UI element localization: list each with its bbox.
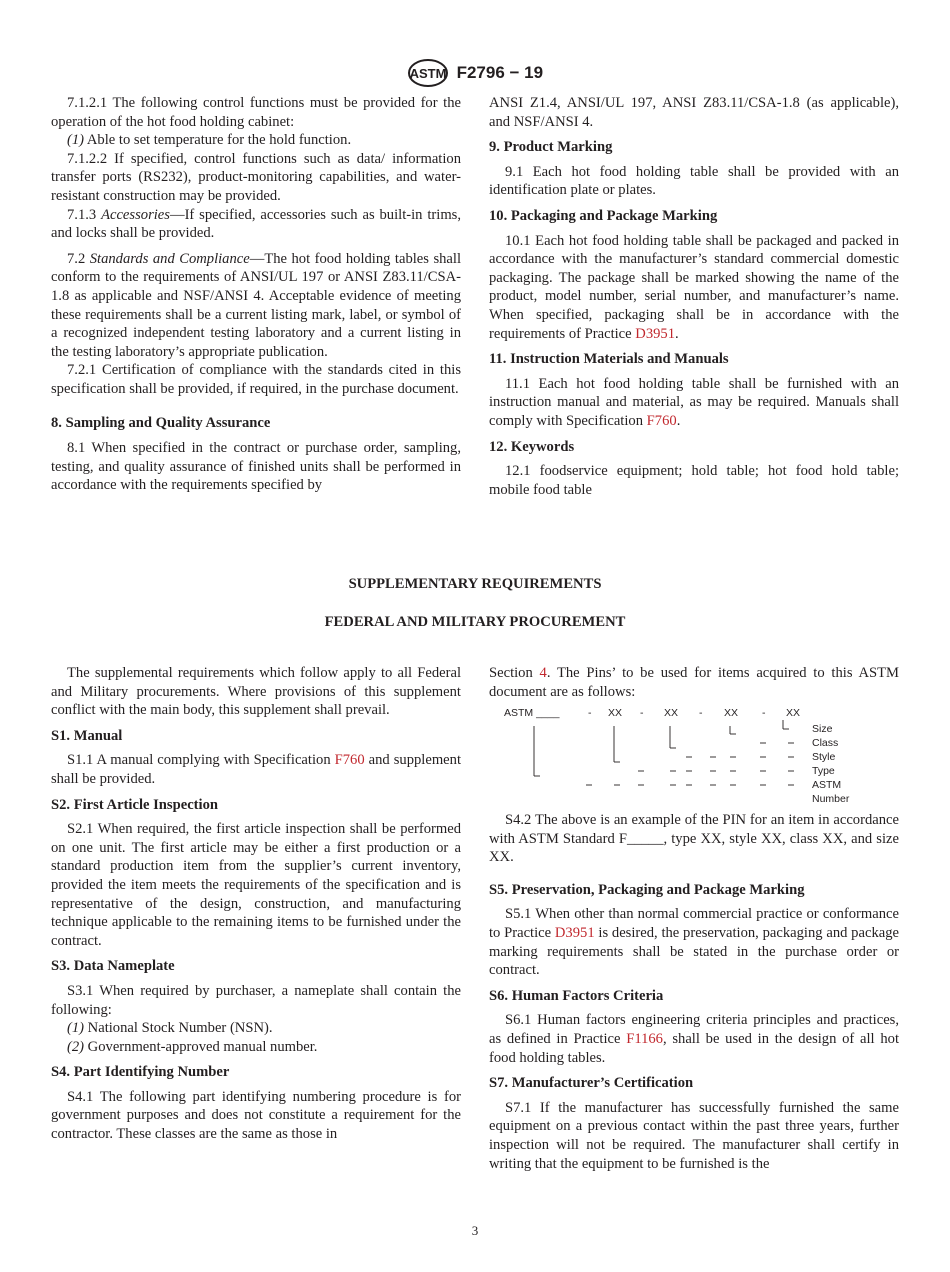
para-s3-1: S3.1 When required by purchaser, a nameplate shall contain the following:: [51, 982, 461, 1018]
para-s2-1: S2.1 When required, the first article inspection shall be performed on one unit. The first article may be either a first production or a standard production item from the supplier’s current inventory, provided the item meets the requirements of the specification and is representative of the design, construction, and manufacturing technique applicable to the remaining items to be furnished under the contract.: [51, 821, 461, 949]
designation: F2796 − 19: [456, 63, 544, 82]
para-s4-1: S4.1 The following part identifying numbering procedure is for government purposes and does not constitute a requirement for the contractor. These classes are the same as those in: [51, 1088, 461, 1143]
right-column-top: [489, 94, 899, 499]
pin-xx-2: XX: [664, 707, 679, 719]
link-f760-s1[interactable]: F760: [334, 752, 365, 769]
link-d3951[interactable]: D3951: [635, 325, 676, 342]
para-s4-2: S4.2 The above is an example of the PIN for an item in accordance with ASTM Standard F_____, type XX, style XX, class XX, and size XX.: [489, 812, 899, 866]
para-9-1: 9.1 Each hot food holding table shall be provided with an identification plate or plates.: [489, 163, 899, 199]
para-s6-1: S6.1 Human factors engineering criteria principles and practices, as defined in Practice F1166, shall be used in the design of all hot food holding tables.: [489, 1012, 899, 1066]
heading-s2: S2. First Article Inspection: [51, 796, 219, 813]
pin-connector-lines: [504, 706, 904, 806]
left-column-bottom: [51, 664, 461, 1144]
right-column-bottom-top: [489, 664, 899, 701]
para-s5-1: S5.1 When other than normal commercial practice or conformance to Practice D3951 is desired, the preservation, packaging and package marking requirements shall be stated in the purchase order or contract.: [489, 906, 899, 979]
pin-astm: ASTM ____: [504, 707, 560, 719]
page-header: [0, 58, 950, 88]
para-7-1-2-1-item-1: (1) Able to set temperature for the hold function.: [67, 132, 352, 149]
pin-dash-3: -: [699, 707, 703, 719]
para-7-1-2-1: 7.1.2.1 The following control functions must be provided for the operation of the hot food holding cabinet:: [51, 95, 461, 130]
svg-text:ASTM: ASTM: [409, 66, 447, 81]
heading-s7: S7. Manufacturer’s Certification: [489, 1075, 694, 1092]
heading-s4: S4. Part Identifying Number: [51, 1064, 230, 1081]
para-7-2: 7.2 Standards and Compliance—The hot food holding tables shall conform to the requirements of ANSI/UL 197 or ANSI Z83.11/CSA-1.8 as applicable and NSF/ANSI 4. Acceptable evidence of meeting these requirements shall be a current listing mark, label, or symbol of a recognized independent testing laboratory and a current listing in the testing laboratory’s appropriate publication.: [51, 250, 462, 360]
para-s3-1-item-2: (2) Government-approved manual number.: [67, 1038, 318, 1055]
supplementary-title: SUPPLEMENTARY REQUIREMENTS: [348, 576, 602, 592]
para-10-1: 10.1 Each hot food holding table shall be packaged and packed in accordance with the manufacturer’s standard commercial domestic packaging. The package shall be marked showing the name of the product, model number, serial number, and manufacturer’s name. When specified, packaging shall be in accordance with the requirements of Practice D3951.: [489, 232, 899, 342]
para-7-1-2-2: 7.1.2.2 If specified, control functions such as data/ information transfer ports (RS232), product-monitoring capabilities, and water-resistant construction may be provided.: [51, 150, 461, 204]
right-column-bottom: [489, 811, 899, 1173]
pin-dash-2: -: [640, 707, 644, 719]
para-8-1-cont: ANSI Z1.4, ANSI/UL 197, ANSI Z83.11/CSA-1.8 (as applicable), and NSF/ANSI 4.: [489, 95, 899, 130]
link-d3951-s5[interactable]: D3951: [554, 924, 595, 941]
para-intro: The supplemental requirements which follow apply to all Federal and Military procurements. Where provisions of this supplement conflict with the main body, this supplement shall prevail.: [51, 665, 461, 719]
para-s4-1-cont: Section 4. The Pins’ to be used for items acquired to this ASTM document are as follows:: [489, 665, 899, 700]
pin-dash-4: -: [762, 707, 766, 719]
pin-label-class: Class: [812, 737, 839, 749]
pin-diagram: [504, 706, 904, 806]
link-f1166[interactable]: F1166: [626, 1030, 663, 1047]
left-column-top: [51, 94, 461, 495]
link-section-4[interactable]: 4: [539, 665, 547, 681]
pin-label-style: Style: [812, 751, 836, 763]
pin-xx-3: XX: [724, 707, 739, 719]
heading-s1: S1. Manual: [51, 727, 123, 744]
astm-logo-icon: [407, 58, 449, 88]
pin-label-astm: ASTM: [812, 779, 842, 791]
heading-9: 9. Product Marking: [489, 139, 613, 156]
para-s7-1: S7.1 If the manufacturer has successfully furnished the same equipment on a previous contact within the past three years, further inspection will not be required. The manufacturer shall certify in writing that the equipment to be furnished is the: [489, 1099, 899, 1172]
page-number: 3: [471, 1223, 479, 1238]
heading-11: 11. Instruction Materials and Manuals: [489, 351, 729, 368]
pin-xx-4: XX: [786, 707, 801, 719]
para-7-2-1: 7.2.1 Certification of compliance with the standards cited in this specification shall be provided, if required, in the purchase document.: [51, 362, 461, 397]
para-11-1: 11.1 Each hot food holding table shall be furnished with an instruction manual and material, as may be required. Manuals shall comply with Specification F760.: [489, 375, 899, 429]
heading-s6: S6. Human Factors Criteria: [489, 987, 664, 1004]
para-7-1-3: 7.1.3 Accessories—If specified, accessories such as built-in trims, and locks shall be provided.: [51, 206, 461, 242]
pin-label-type: Type: [812, 765, 835, 777]
para-8-1: 8.1 When specified in the contract or purchase order, sampling, testing, and quality assurance of finished units shall be performed in accordance with the requirements specified by: [51, 440, 461, 494]
heading-12: 12. Keywords: [489, 438, 575, 455]
supplementary-subtitle: FEDERAL AND MILITARY PROCUREMENT: [324, 614, 626, 630]
link-f760[interactable]: F760: [646, 412, 677, 429]
pin-label-size: Size: [812, 723, 833, 735]
pin-xx-1: XX: [608, 707, 623, 719]
heading-s3: S3. Data Nameplate: [51, 958, 175, 975]
pin-label-number: Number: [812, 793, 850, 805]
para-s3-1-item-1: (1) National Stock Number (NSN).: [67, 1020, 273, 1037]
para-12-1: 12.1 foodservice equipment; hold table; hot food hold table; mobile food table: [489, 463, 899, 498]
pin-dash-1: -: [588, 707, 592, 719]
heading-10: 10. Packaging and Package Marking: [489, 207, 718, 224]
para-s1-1: S1.1 A manual complying with Specification F760 and supplement shall be provided.: [51, 752, 461, 787]
heading-8: 8. Sampling and Quality Assurance: [51, 414, 271, 431]
heading-s5: S5. Preservation, Packaging and Package Marking: [489, 881, 805, 898]
